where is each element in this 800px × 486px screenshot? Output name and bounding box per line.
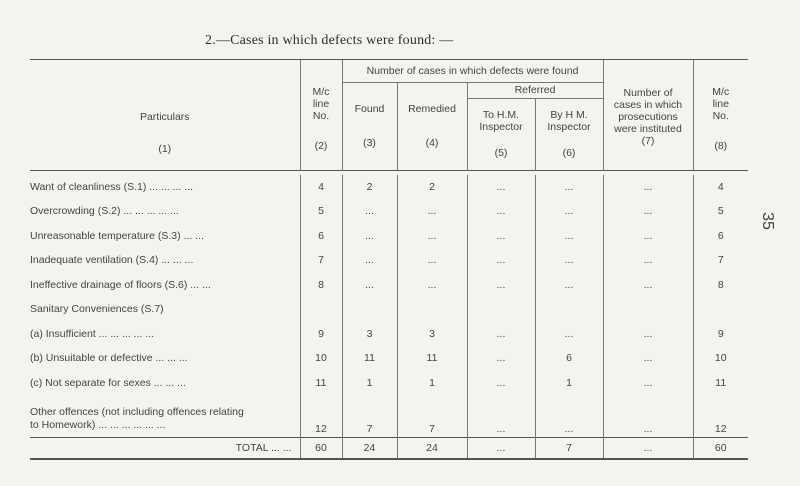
cell-mc-line2: 7 <box>717 254 724 267</box>
cell-mc-line2: 11 <box>715 376 727 389</box>
cell-found: 1 <box>342 371 397 396</box>
cell-by-hm: 6 <box>535 346 603 371</box>
cell-mc-line: 4 <box>300 175 342 200</box>
cell-mc-line <box>300 297 342 322</box>
cell-by-hm: ... <box>535 322 603 347</box>
cell-found: ... <box>342 199 397 224</box>
to-hm-header: To H.M. Inspector (5) <box>467 98 535 170</box>
cell-remedied: 11 <box>397 346 467 371</box>
row-particulars: Sanitary Conveniences (S.7) <box>30 297 300 322</box>
cell-prosecutions: ... <box>603 438 693 460</box>
cell-found: 3 <box>342 322 397 347</box>
cell-prosecutions: ... <box>603 322 693 347</box>
cell-prosecutions: ... <box>603 273 693 298</box>
cell-remedied: ... <box>397 199 467 224</box>
found-col-num: (3) <box>363 137 376 149</box>
cell-mc-line2: 10 <box>714 352 727 365</box>
row-particulars: (c) Not separate for sexes ... ... ... <box>30 371 300 396</box>
cell-by-hm: ... <box>535 199 603 224</box>
cell-found: 11 <box>342 346 397 371</box>
cell-mc-line2: 6 <box>717 229 724 242</box>
by-hm-col-num: (6) <box>562 147 576 159</box>
table-row <box>30 175 748 200</box>
cell-to-hm: ... <box>467 395 535 438</box>
mc-line2-col-num: (8) <box>714 139 728 152</box>
cell-prosecutions: ... <box>603 199 693 224</box>
cell-mc-line: 60 <box>300 438 342 460</box>
row-particulars <box>30 395 300 438</box>
particulars-header: Particulars (1) <box>30 60 300 170</box>
row-particulars: Overcrowding (S.2) ... ... ... ... ... <box>30 199 300 224</box>
cell-prosecutions: ... <box>603 395 693 438</box>
cell-mc-line: 10 <box>300 346 342 371</box>
cell-prosecutions <box>603 297 693 322</box>
defects-table <box>30 59 748 460</box>
mc-line2-header: M/c line No. (8) <box>693 60 748 170</box>
cell-prosecutions: ... <box>603 224 693 249</box>
cell-remedied: 2 <box>397 175 467 200</box>
remedied-col-num: (4) <box>425 137 439 149</box>
mc-line-col-num: (2) <box>314 139 328 152</box>
by-hm-header: By H M. Inspector (6) <box>535 98 603 170</box>
table-row <box>30 224 748 249</box>
cell-mc-line: 5 <box>300 199 342 224</box>
particulars-col-num: (1) <box>158 142 172 155</box>
prosecutions-col-num: (7) <box>641 134 655 147</box>
cell-prosecutions: ... <box>603 248 693 273</box>
cell-mc-line: 8 <box>300 273 342 298</box>
cell-by-hm: ... <box>535 273 603 298</box>
remedied-header: Remedied (4) <box>397 82 467 170</box>
cell-mc-line2 <box>693 297 748 322</box>
cell-to-hm: ... <box>467 346 535 371</box>
cell-by-hm: 7 <box>535 438 603 460</box>
row-particulars-line1: Other offences (not including offences relating <box>30 406 244 418</box>
table-row <box>30 371 748 396</box>
cell-mc-line: 11 <box>300 371 342 396</box>
number-group-header: Number of cases in which defects were found <box>342 60 603 82</box>
page-number: 35 <box>759 212 777 230</box>
cell-found <box>342 297 397 322</box>
to-hm-col-num: (5) <box>494 147 508 159</box>
cell-mc-line2: 4 <box>717 180 724 193</box>
cell-prosecutions: ... <box>603 371 693 396</box>
cell-remedied <box>397 297 467 322</box>
cell-mc-line2: 9 <box>717 327 724 340</box>
cell-found: ... <box>342 273 397 298</box>
cell-found: 7 <box>342 395 397 438</box>
table-row <box>30 322 748 347</box>
cell-by-hm <box>535 297 603 322</box>
table-row-other-offences <box>30 395 748 438</box>
cell-to-hm <box>467 297 535 322</box>
cell-to-hm: ... <box>467 199 535 224</box>
mc-line-header: M/c line No. (2) <box>300 60 342 170</box>
cell-found: 24 <box>342 438 397 460</box>
row-particulars: Inadequate ventilation (S.4) ... ... ... <box>30 248 300 273</box>
cell-prosecutions: ... <box>603 175 693 200</box>
table-row <box>30 199 748 224</box>
row-particulars: Want of cleanliness (S.1) ... ... ... ... <box>30 175 300 200</box>
referred-header: Referred <box>467 82 603 98</box>
cell-remedied: ... <box>397 224 467 249</box>
row-particulars: (a) Insufficient ... ... ... ... ... <box>30 322 300 347</box>
prosecutions-header: Number of cases in which prosecutions were instituted (7) <box>603 60 693 170</box>
cell-by-hm: ... <box>535 395 603 438</box>
row-particulars: Unreasonable temperature (S.3) ... ... <box>30 224 300 249</box>
cell-mc-line: 9 <box>300 322 342 347</box>
cell-mc-line: 6 <box>300 224 342 249</box>
cell-by-hm: ... <box>535 175 603 200</box>
cell-found: 2 <box>342 175 397 200</box>
cell-remedied: 7 <box>397 395 467 438</box>
cell-remedied: 3 <box>397 322 467 347</box>
found-header: Found (3) <box>342 82 397 170</box>
cell-mc-line2: 60 <box>693 438 748 460</box>
cell-to-hm: ... <box>467 322 535 347</box>
cell-remedied: 1 <box>397 371 467 396</box>
cell-to-hm: ... <box>467 175 535 200</box>
cell-to-hm: ... <box>467 248 535 273</box>
cell-to-hm: ... <box>467 224 535 249</box>
table-row <box>30 346 748 371</box>
cell-mc-line: 12 <box>300 395 342 438</box>
cell-by-hm: ... <box>535 248 603 273</box>
cell-remedied: ... <box>397 248 467 273</box>
cell-mc-line2: 8 <box>717 278 724 291</box>
row-particulars-line2: to Homework) ... ... ... ... ... ... <box>30 419 166 431</box>
table-row <box>30 248 748 273</box>
cell-mc-line: 7 <box>300 248 342 273</box>
total-label: TOTAL ... ... <box>30 438 300 460</box>
cell-to-hm: ... <box>467 438 535 460</box>
cell-found: ... <box>342 224 397 249</box>
cell-mc-line2: 12 <box>714 423 727 435</box>
table-row <box>30 297 748 322</box>
cell-found: ... <box>342 248 397 273</box>
cell-mc-line2: 5 <box>717 205 724 218</box>
cell-prosecutions: ... <box>603 346 693 371</box>
cell-remedied: ... <box>397 273 467 298</box>
row-particulars: (b) Unsuitable or defective ... ... ... <box>30 346 300 371</box>
cell-to-hm: ... <box>467 273 535 298</box>
cell-by-hm: 1 <box>535 371 603 396</box>
cell-by-hm: ... <box>535 224 603 249</box>
cell-to-hm: ... <box>467 371 535 396</box>
cell-remedied: 24 <box>397 438 467 460</box>
table-row <box>30 273 748 298</box>
row-particulars: Ineffective drainage of floors (S.6) ... ... <box>30 273 300 298</box>
total-row <box>30 438 748 460</box>
table-title: 2.—Cases in which defects were found: — <box>205 33 454 48</box>
